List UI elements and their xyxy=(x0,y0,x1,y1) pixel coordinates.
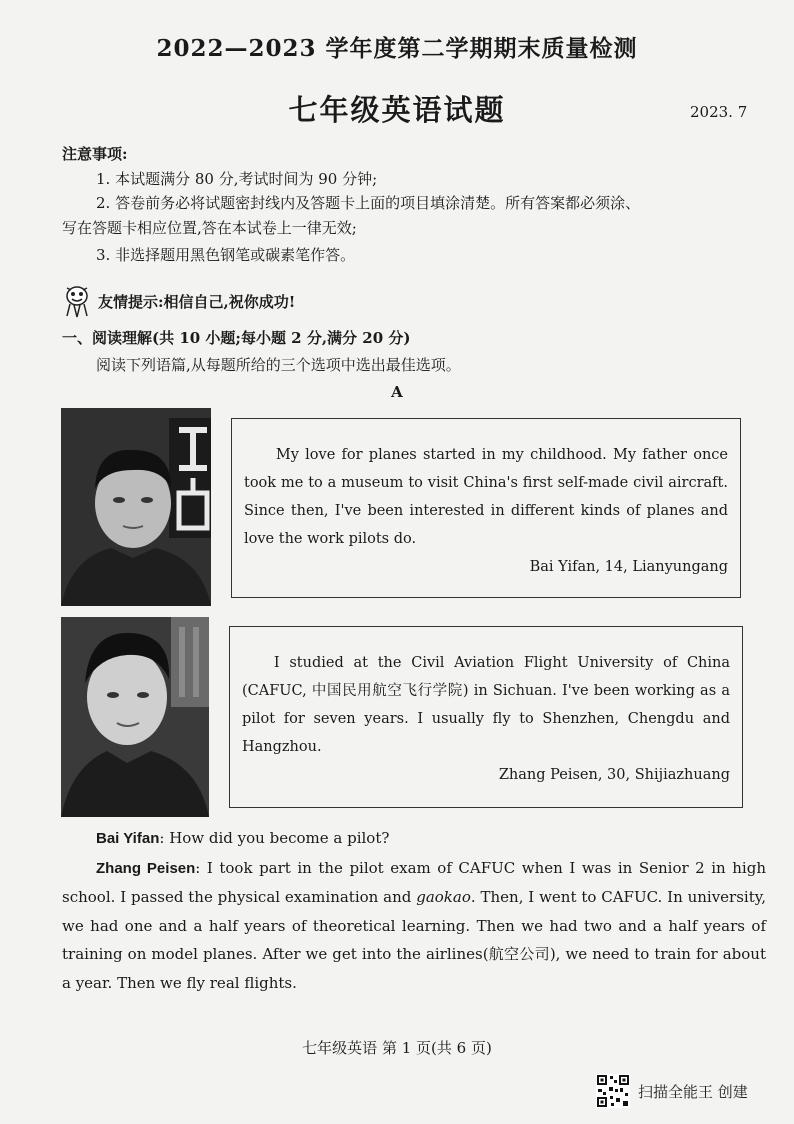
speaker-separator: : xyxy=(195,858,207,877)
answer-paragraph xyxy=(62,854,766,998)
profile-signature: Zhang Peisen, 30, Shijiazhuang xyxy=(498,767,730,783)
question-text: How did you become a pilot? xyxy=(169,829,390,847)
section-instruction: 阅读下列语篇,从每题所给的三个选项中选出最佳选项。 xyxy=(96,356,461,374)
exam-subject-title: 七年级英语试题 xyxy=(288,93,506,127)
qr-code-icon xyxy=(596,1074,630,1108)
profile-text: I studied at the Civil Aviation Flight University of China (CAFUC, 中国民用航空飞行学院) in Sichuan. I've been working as a pilot for seven years. I usually fly to Shenzhen, Chengdu and Hangzhou. xyxy=(242,655,730,755)
profile-signature: Bai Yifan, 14, Lianyungang xyxy=(529,559,728,575)
question-line xyxy=(62,824,766,854)
speaker-name: Bai Yifan xyxy=(96,830,160,847)
profile-box-zhang-peisen xyxy=(229,626,743,808)
passage-label: A xyxy=(391,383,403,401)
photo-zhang-peisen xyxy=(61,617,209,817)
interview-dialog xyxy=(62,824,766,997)
note-item-1: 1. 本试题满分 80 分,考试时间为 90 分钟; xyxy=(96,170,378,188)
photo-bai-yifan xyxy=(61,408,211,606)
answer-italic-term: gaokao xyxy=(416,888,471,906)
speaker-name: Zhang Peisen xyxy=(96,859,196,877)
notes-heading: 注意事项: xyxy=(62,145,128,163)
answer-text-cont: . Then, I went to CAFUC. In university, we had one and a half years of theoretical learning. Then we had two and a half years of training on model planes. After we get into the airlines(航空公司), we need to train for about a year. Then we fly real flights. xyxy=(62,888,767,992)
friendly-tip xyxy=(62,284,295,318)
tip-text: 友情提示:相信自己,祝你成功! xyxy=(98,292,296,311)
note-item-3: 3. 非选择题用黑色钢笔或碳素笔作答。 xyxy=(96,246,356,264)
note-item-2-cont: 写在答题卡相应位置,答在本试卷上一律无效; xyxy=(62,219,357,237)
section-heading: 一、阅读理解(共 10 小题;每小题 2 分,满分 20 分) xyxy=(62,329,411,347)
page-footer: 七年级英语 第 1 页(共 6 页) xyxy=(302,1039,492,1057)
exam-header-title: 2022—2023 学年度第二学期期末质量检测 xyxy=(156,35,638,62)
mascot-icon xyxy=(62,284,92,318)
speaker-separator: : xyxy=(159,829,170,847)
note-item-2: 2. 答卷前务必将试题密封线内及答题卡上面的项目填涂清楚。所有答案都必须涂、 xyxy=(96,194,641,212)
answer-text: I took part in the pilot exam of CAFUC when I was in Senior 2 in high school. I passed the physical examination and xyxy=(62,858,766,906)
exam-date: 2023. 7 xyxy=(690,103,748,121)
scanner-watermark xyxy=(596,1074,748,1108)
watermark-text: 扫描全能王 创建 xyxy=(638,1082,748,1101)
profile-box-bai-yifan xyxy=(231,418,741,598)
profile-text: My love for planes started in my childhood. My father once took me to a museum to visit China's first self-made civil aircraft. Since then, I've been interested in different kinds of planes and love the work pilots do. xyxy=(244,447,728,547)
